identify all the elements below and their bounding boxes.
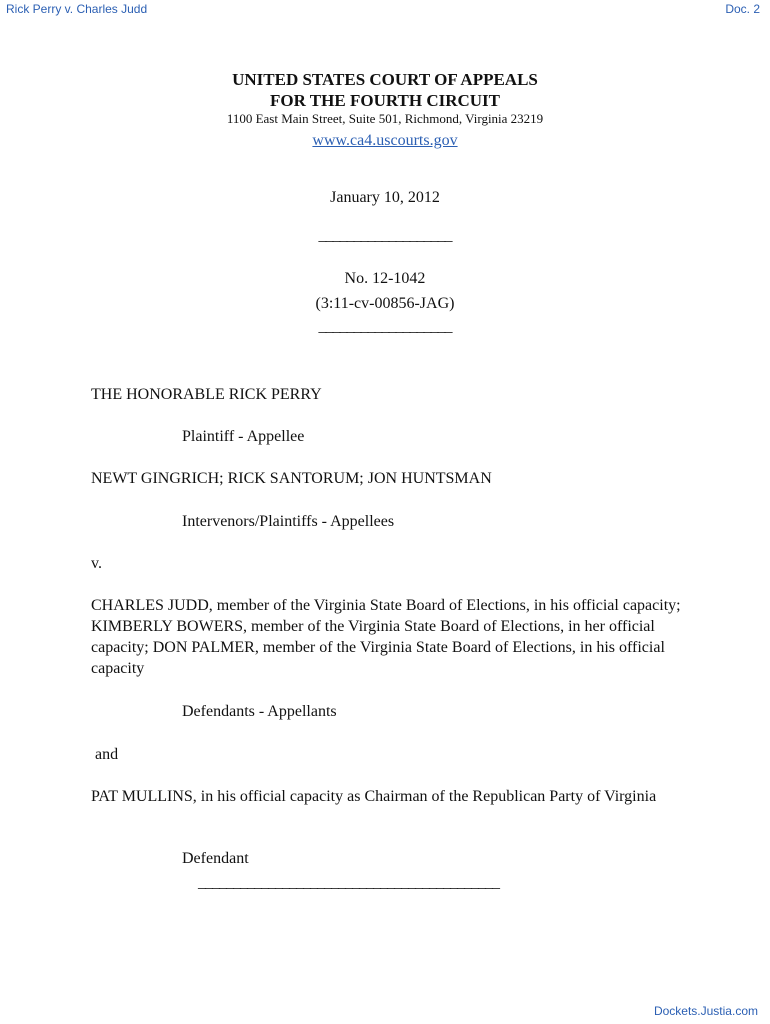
justia-footer-link[interactable]: Dockets.Justia.com [653, 1004, 758, 1018]
court-name-line-1: UNITED STATES COURT OF APPEALS [232, 70, 538, 89]
order-date: January 10, 2012 [330, 189, 440, 206]
intervenors-names: NEWT GINGRICH; RICK SANTORUM; JON HUNTSMAN [91, 470, 492, 487]
intervenors-role: Intervenors/Plaintiffs - Appellees [182, 513, 395, 530]
defendants-names: CHARLES JUDD, member of the Virginia State Board of Elections, in his official capacity; KIMBERLY BOWERS, member of the Virginia State Board of Elections, in her official capacity; DON PALMER, member of the Virginia State Board of Elections, in his official capacity [91, 597, 681, 677]
second-defendant-role: Defendant [182, 850, 249, 867]
appeal-number: No. 12-1042 [344, 270, 426, 287]
divider-bottom: ___________________ [318, 318, 452, 335]
court-address: 1100 East Main Street, Suite 501, Richmond, Virginia 23219 [226, 111, 544, 126]
defendants-role: Defendants - Appellants [182, 703, 337, 720]
plaintiff-role: Plaintiff - Appellee [182, 428, 305, 445]
court-website-link[interactable]: www.ca4.uscourts.gov [312, 132, 458, 149]
court-name-line-2: FOR THE FOURTH CIRCUIT [269, 91, 501, 110]
second-defendant-name: PAT MULLINS, in his official capacity as Chairman of the Republican Party of Virginia [91, 788, 657, 805]
document-number-link[interactable]: Doc. 2 [725, 2, 760, 16]
case-title-link[interactable]: Rick Perry v. Charles Judd [6, 2, 148, 16]
plaintiff-name: THE HONORABLE RICK PERRY [91, 386, 322, 403]
versus-label: v. [91, 555, 102, 572]
divider-final: ___________________________________________ [198, 874, 499, 891]
and-label: and [95, 746, 119, 763]
divider-top: ___________________ [318, 227, 452, 244]
district-case-number: (3:11-cv-00856-JAG) [315, 295, 455, 312]
